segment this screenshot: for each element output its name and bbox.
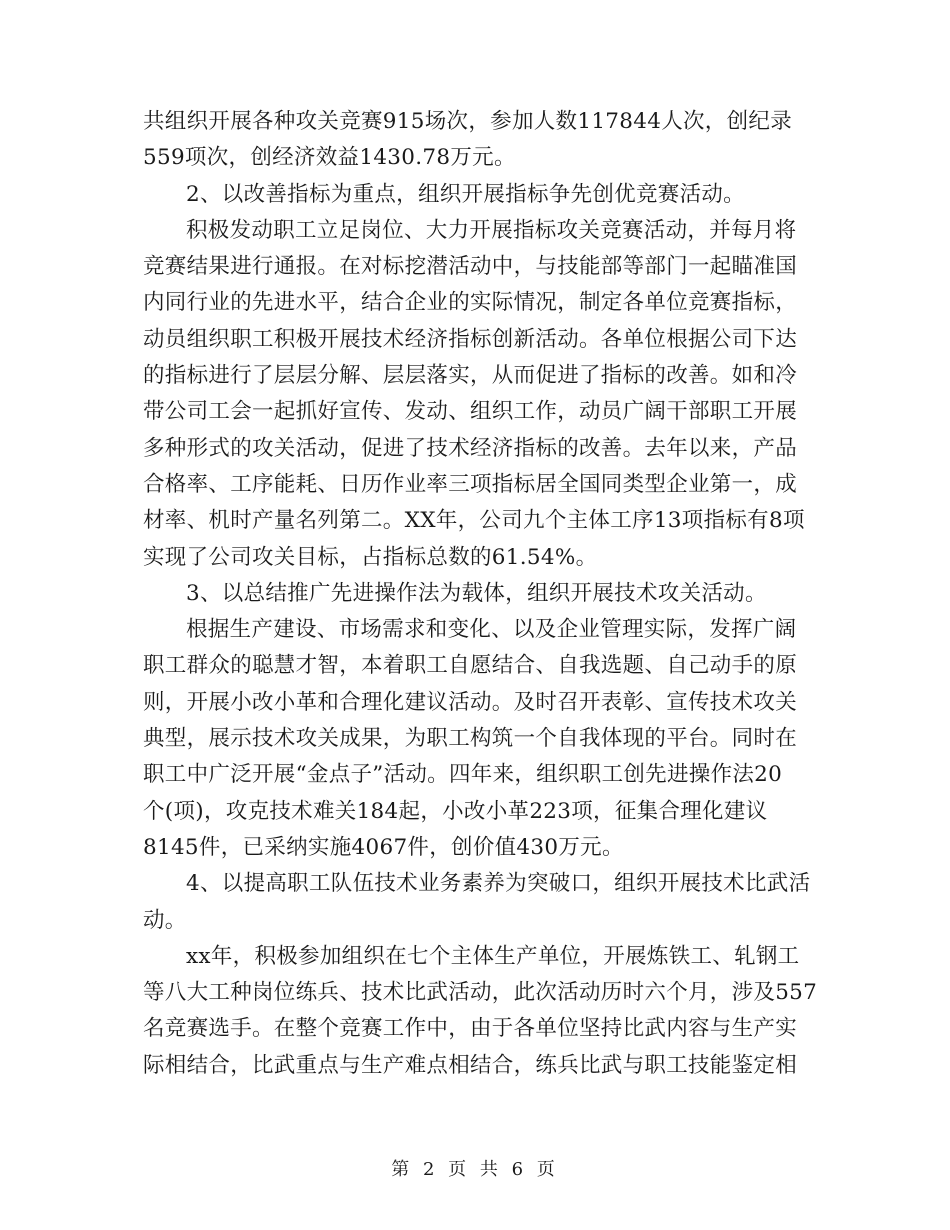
document-body: [143, 104, 818, 1084]
text-line: 名竞赛选手。在整个竞赛工作中，由于各单位坚持比武内容与生产实: [143, 1016, 798, 1042]
text-line: 动。: [143, 907, 187, 933]
text-line: 材率、机时产量名列第二。XX年，公司九个主体工序13项指标有8项: [143, 508, 805, 534]
section-heading: 4、以提高职工队伍技术业务素养为突破口，组织开展技术比武活: [186, 871, 811, 897]
text-line: 的指标进行了层层分解、层层落实，从而促进了指标的改善。如和冷: [143, 363, 798, 389]
text-line: 动员组织职工积极开展技术经济指标创新活动。各单位根据公司下达: [143, 326, 798, 352]
text-line: 实现了公司攻关目标，占指标总数的61.54%。: [143, 544, 598, 570]
text-line: 559项次，创经济效益1430.78万元。: [143, 145, 516, 171]
text-line: 等八大工种岗位练兵、技术比武活动，此次活动历时六个月，涉及557: [143, 980, 818, 1006]
text-line: 共组织开展各种攻关竞赛915场次，参加人数117844人次，创纪录: [143, 109, 793, 134]
page-number-footer: 第 2 页 共 6 页: [391, 1159, 559, 1180]
text-line: 竞赛结果进行通报。在对标挖潜活动中，与技能部等部门一起瞄准国: [143, 254, 798, 280]
text-line: 多种形式的攻关活动，促进了技术经济指标的改善。去年以来，产品: [143, 435, 798, 461]
text-line: 合格率、工序能耗、日历作业率三项指标居全国同类型企业第一，成: [143, 471, 798, 497]
text-line: 带公司工会一起抓好宣传、发动、组织工作，动员广阔干部职工开展: [143, 399, 798, 425]
text-line: 个(项)，攻克技术难关184起，小改小革223项，征集合理化建议: [143, 798, 768, 824]
text-line: 则，开展小改小革和合理化建议活动。及时召开表彰、宣传技术攻关: [143, 689, 798, 715]
text-line: 典型，展示技术攻关成果，为职工构筑一个自我体现的平台。同时在: [143, 726, 798, 752]
text-line: 职工中广泛开展“金点子”活动。四年来，组织职工创先进操作法20: [143, 762, 783, 788]
section-heading: 2、以改善指标为重点，组织开展指标争先创优竞赛活动。: [186, 181, 745, 207]
text-line: 根据生产建设、市场需求和变化、以及企业管理实际，发挥广阔: [186, 617, 797, 643]
text-line: 8145件，已采纳实施4067件，创价值430万元。: [143, 834, 624, 860]
text-line: 际相结合，比武重点与生产难点相结合，练兵比武与职工技能鉴定相: [143, 1052, 798, 1078]
text-line: 内同行业的先进水平，结合企业的实际情况，制定各单位竞赛指标，: [143, 290, 798, 316]
section-heading: 3、以总结推广先进操作法为载体，组织开展技术攻关活动。: [186, 580, 767, 606]
text-line: 积极发动职工立足岗位、大力开展指标攻关竞赛活动，并每月将: [186, 217, 797, 243]
text-line: 职工群众的聪慧才智，本着职工自愿结合、自我选题、自己动手的原: [143, 653, 798, 679]
text-line: xx年，积极参加组织在七个主体生产单位，开展炼铁工、轧钢工: [186, 943, 800, 969]
